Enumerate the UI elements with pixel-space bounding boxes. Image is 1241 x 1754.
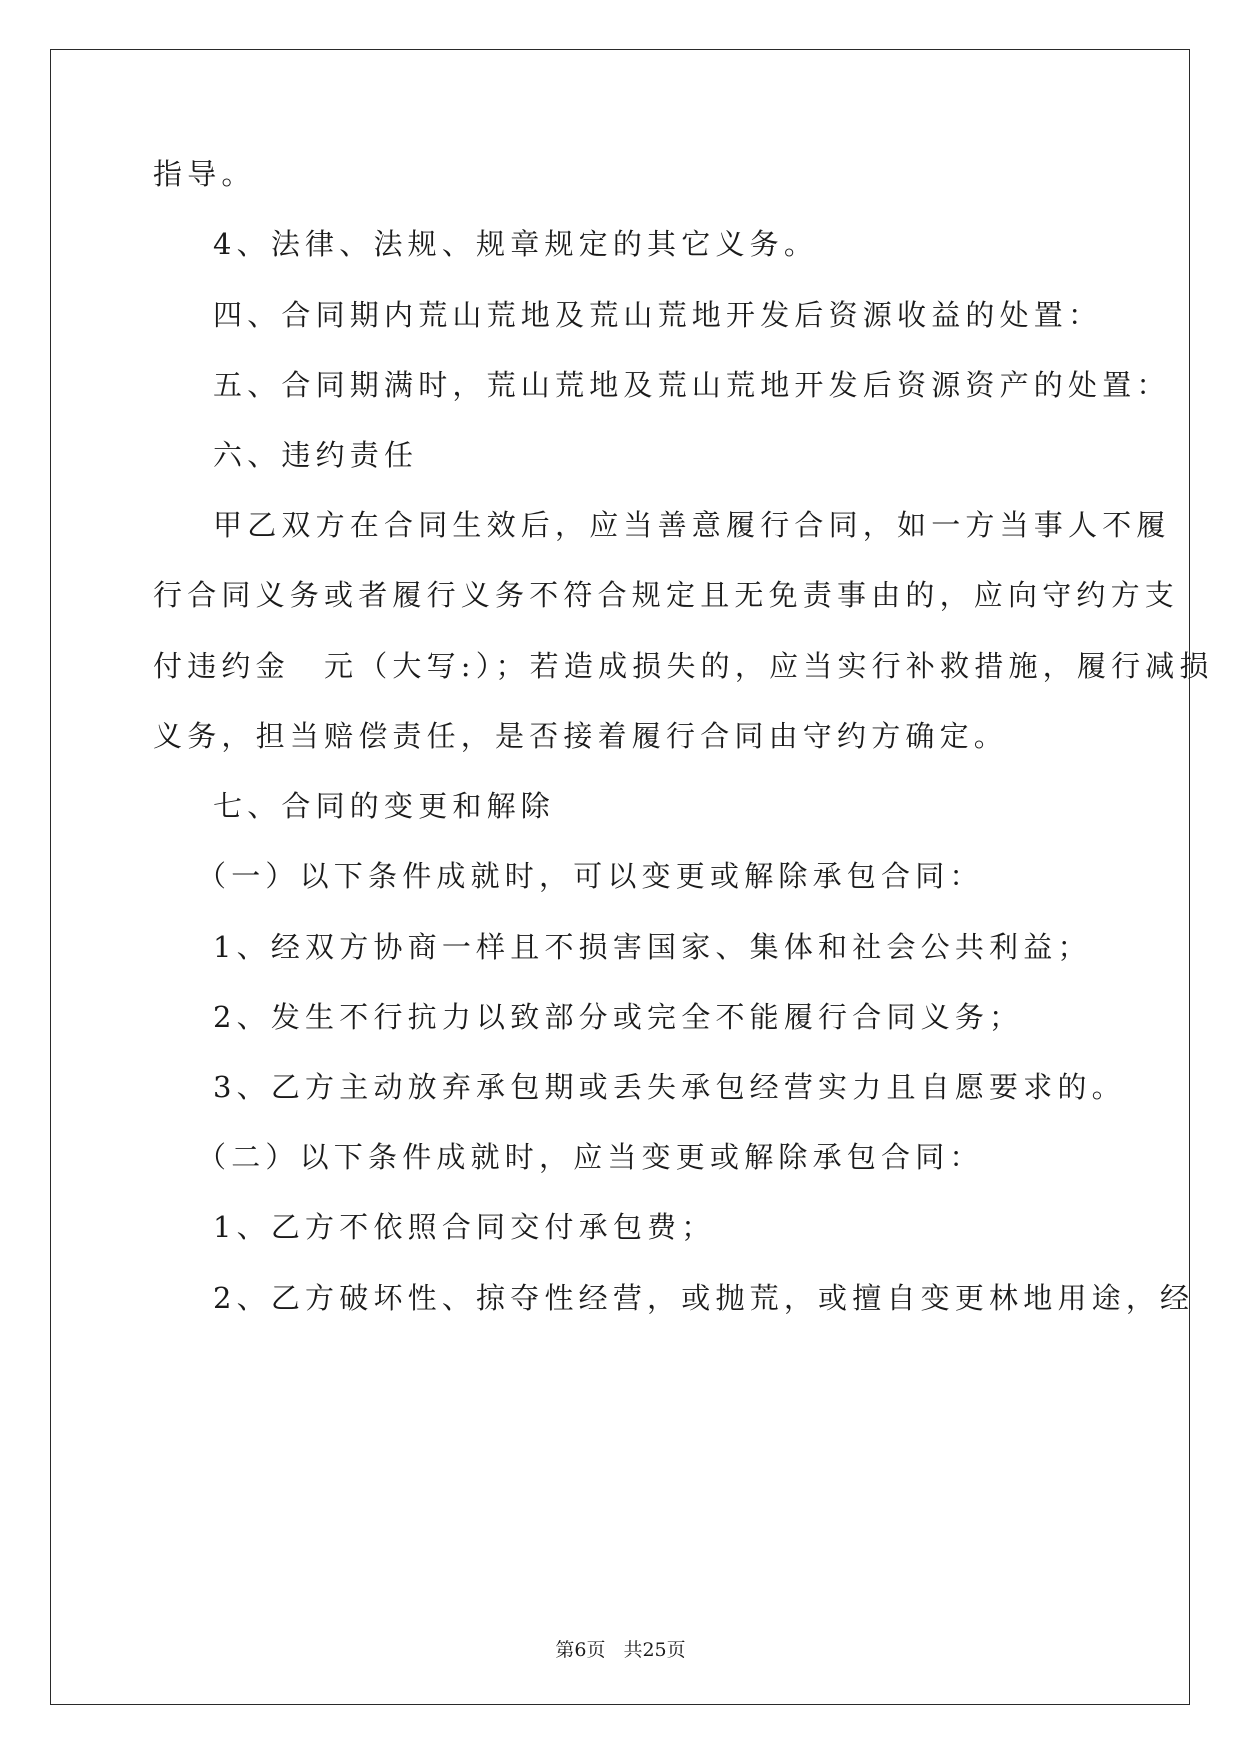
text-line: 甲乙双方在合同生效后，应当善意履行合同，如一方当事人不履 [213, 508, 1171, 542]
text-line: 四、合同期内荒山荒地及荒山荒地开发后资源收益的处置： [213, 298, 1103, 332]
text-line: 2、乙方破坏性、掠夺性经营，或抛荒，或擅自变更林地用途，经 [213, 1281, 1195, 1315]
text-line: 行合同义务或者履行义务不符合规定且无免责事由的，应向守约方支 [153, 578, 1180, 612]
page-total: 共25页 [623, 1639, 686, 1661]
page-number: 第6页 [555, 1639, 606, 1661]
text-line: 4、法律、法规、规章规定的其它义务。 [213, 227, 819, 261]
text-line: 指导。 [153, 157, 256, 191]
text-line: 五、合同期满时，荒山荒地及荒山荒地开发后资源资产的处置： [213, 368, 1171, 402]
text-line: 1、乙方不依照合同交付承包费； [213, 1210, 716, 1244]
text-line: 3、乙方主动放弃承包期或丢失承包经营实力且自愿要求的。 [213, 1070, 1126, 1104]
text-line: 义务，担当赔偿责任，是否接着履行合同由守约方确定。 [153, 719, 1009, 753]
section-heading: 六、违约责任 [213, 438, 419, 472]
text-line: 付违约金 元（大写:）；若造成损失的，应当实行补救措施，履行减损 [153, 649, 1214, 683]
text-line: （二）以下条件成就时，应当变更或解除承包合同： [197, 1140, 984, 1174]
text-line: （一）以下条件成就时，可以变更或解除承包合同： [197, 859, 984, 893]
text-line: 1、经双方协商一样且不损害国家、集体和社会公共利益； [213, 930, 1092, 964]
text-line: 2、发生不行抗力以致部分或完全不能履行合同义务； [213, 1000, 1024, 1034]
page-footer [0, 1638, 1241, 1662]
section-heading: 七、合同的变更和解除 [213, 789, 556, 823]
